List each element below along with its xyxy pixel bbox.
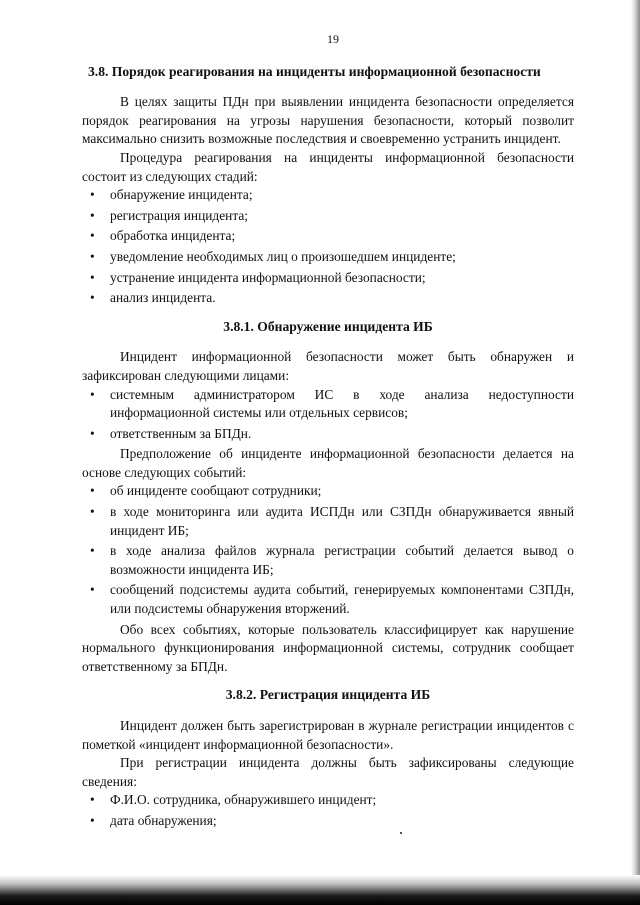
list-item-text: сообщений подсистемы аудита событий, генерируемых компонентами СЗПДн, или подсистемы обнаружения вторжений. [110, 582, 574, 617]
bullet-icon: • [90, 792, 95, 808]
scan-speck [400, 832, 402, 834]
registration-fields-list [82, 791, 574, 830]
list-item [82, 482, 574, 501]
list-item [82, 207, 574, 226]
bullet-icon: • [90, 425, 95, 441]
bullet-icon: • [90, 812, 95, 828]
list-item-text: в ходе анализа файлов журнала регистрации событий делается вывод о возможности инцидента ИБ; [110, 543, 574, 577]
bullet-icon: • [90, 582, 95, 598]
detection-paragraph-1: Инцидент информационной безопасности может быть обнаружен и зафиксирован следующими лицами: [82, 349, 574, 383]
subsection-title-detection: 3.8.1. Обнаружение инцидента ИБ [223, 318, 433, 334]
list-item-text: уведомление необходимых лиц о произошедшем инциденте; [110, 248, 456, 264]
list-item-text: анализ инцидента. [110, 290, 216, 306]
list-item [82, 542, 574, 579]
detection-paragraph-3: Обо всех событиях, которые пользователь классифицирует как нарушение нормального функционирования информационной системы, сотрудник сообщает ответственному за БПДн. [82, 621, 574, 674]
list-item [82, 289, 574, 308]
list-item-text: регистрация инцидента; [110, 207, 248, 223]
detection-paragraph-2: Предположение об инциденте информационной безопасности делается на основе следующих событий: [82, 446, 574, 480]
detection-persons-list [82, 386, 574, 444]
page-content [82, 30, 574, 833]
intro-paragraph-1: В целях защиты ПДн при выявлении инцидента безопасности определяется порядок реагирования на угрозы нарушения безопасности, который позволит максимально снизить возможные последствия и своевременно устранить инцидент. [82, 94, 574, 147]
bullet-icon: • [90, 269, 95, 285]
list-item [82, 503, 574, 540]
bullet-icon: • [90, 483, 95, 499]
list-item-text: в ходе мониторинга или аудита ИСПДн или СЗПДн обнаруживается явный инцидент ИБ; [110, 504, 574, 538]
list-item-text: об инциденте сообщают сотрудники; [110, 483, 322, 499]
list-item [82, 227, 574, 246]
registration-paragraph-1: Инцидент должен быть зарегистрирован в журнале регистрации инцидентов с пометкой «инцидент информационной безопасности». [82, 718, 574, 752]
bullet-icon: • [90, 207, 95, 223]
list-item [82, 386, 574, 423]
stages-list [82, 186, 574, 308]
bullet-icon: • [90, 248, 95, 264]
list-item-text: устранение инцидента информационной безопасности; [110, 269, 426, 285]
bullet-icon: • [90, 290, 95, 306]
scan-edge-right [631, 0, 640, 905]
bullet-icon: • [90, 228, 95, 244]
intro-paragraph-2: Процедура реагирования на инциденты информационной безопасности состоит из следующих стадий: [82, 149, 574, 184]
bullet-icon: • [90, 386, 95, 402]
bullet-icon: • [90, 187, 95, 203]
section-title: 3.8. Порядок реагирования на инциденты информационной безопасности [88, 63, 541, 79]
list-item-text: ответственным за БПДн. [110, 425, 252, 441]
list-item [82, 425, 574, 444]
list-item [82, 186, 574, 205]
list-item-text: системным администратором ИС в ходе анализа недоступности информационной системы или отдельных сервисов; [110, 386, 574, 421]
bullet-icon: • [90, 543, 95, 559]
registration-paragraph-2: При регистрации инцидента должны быть зафиксированы следующие сведения: [82, 755, 574, 789]
subsection-title-registration: 3.8.2. Регистрация инцидента ИБ [225, 687, 431, 703]
list-item [82, 812, 574, 831]
list-item-text: Ф.И.О. сотрудника, обнаружившего инцидент; [110, 792, 377, 808]
detection-events-list [82, 482, 574, 618]
scan-edge-bottom [0, 875, 640, 905]
list-item-text: дата обнаружения; [110, 812, 217, 828]
list-item [82, 791, 574, 810]
list-item-text: обнаружение инцидента; [110, 187, 253, 203]
list-item-text: обработка инцидента; [110, 228, 236, 244]
list-item [82, 248, 574, 267]
list-item [82, 269, 574, 288]
page-number: 19 [327, 32, 339, 46]
bullet-icon: • [90, 504, 95, 520]
list-item [82, 581, 574, 618]
